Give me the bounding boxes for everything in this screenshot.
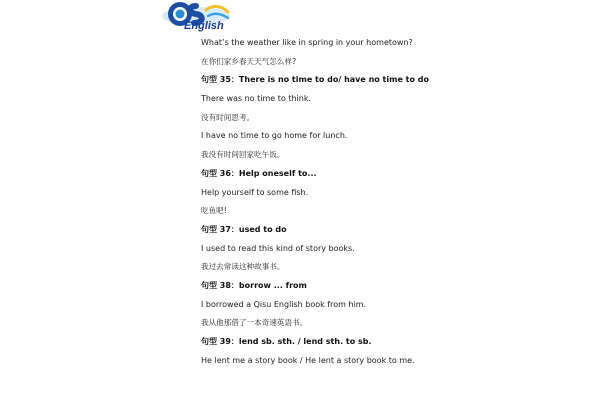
sentence-pattern-heading: 句型 39：lend sb. sth. / lend sth. to sb. (201, 337, 372, 346)
english-example-line: He lent me a story book / He lent a story book to me. (201, 355, 415, 365)
english-example-line: I used to read this kind of story books. (201, 243, 355, 253)
english-example-line: I borrowed a Qisu English book from him. (201, 299, 367, 309)
chinese-translation-line: 我从他那借了一本奇速英语书。 (201, 318, 308, 328)
english-example-line: There was no time to think. (201, 94, 311, 104)
chinese-translation-line: 我没有时间回家吃午饭。 (201, 150, 285, 160)
chinese-translation-line: 没有时间思考。 (201, 112, 255, 122)
chinese-translation-line: 在你们家乡春天天气怎么样? (201, 56, 297, 66)
document-body (201, 37, 596, 373)
sentence-pattern-heading: 句型 37：used to do (201, 224, 287, 234)
english-example-line: Help yourself to some fish. (201, 187, 309, 197)
english-example-line: I have no time to go home for lunch. (201, 131, 348, 141)
chinese-translation-line: 吃鱼吧! (201, 206, 227, 216)
sentence-pattern-heading: 句型 36：Help oneself to... (201, 168, 317, 178)
sentence-pattern-heading: 句型 38：borrow ... from (201, 280, 307, 290)
sentence-pattern-heading: 句型 35：There is no time to do/ have no time to do (201, 75, 430, 85)
qisu-english-logo (158, 0, 232, 36)
english-example-line: What’s the weather like in spring in your hometown? (201, 38, 413, 47)
logo-text: English (184, 20, 224, 32)
chinese-translation-line: 我过去常读这种故事书。 (201, 262, 285, 272)
